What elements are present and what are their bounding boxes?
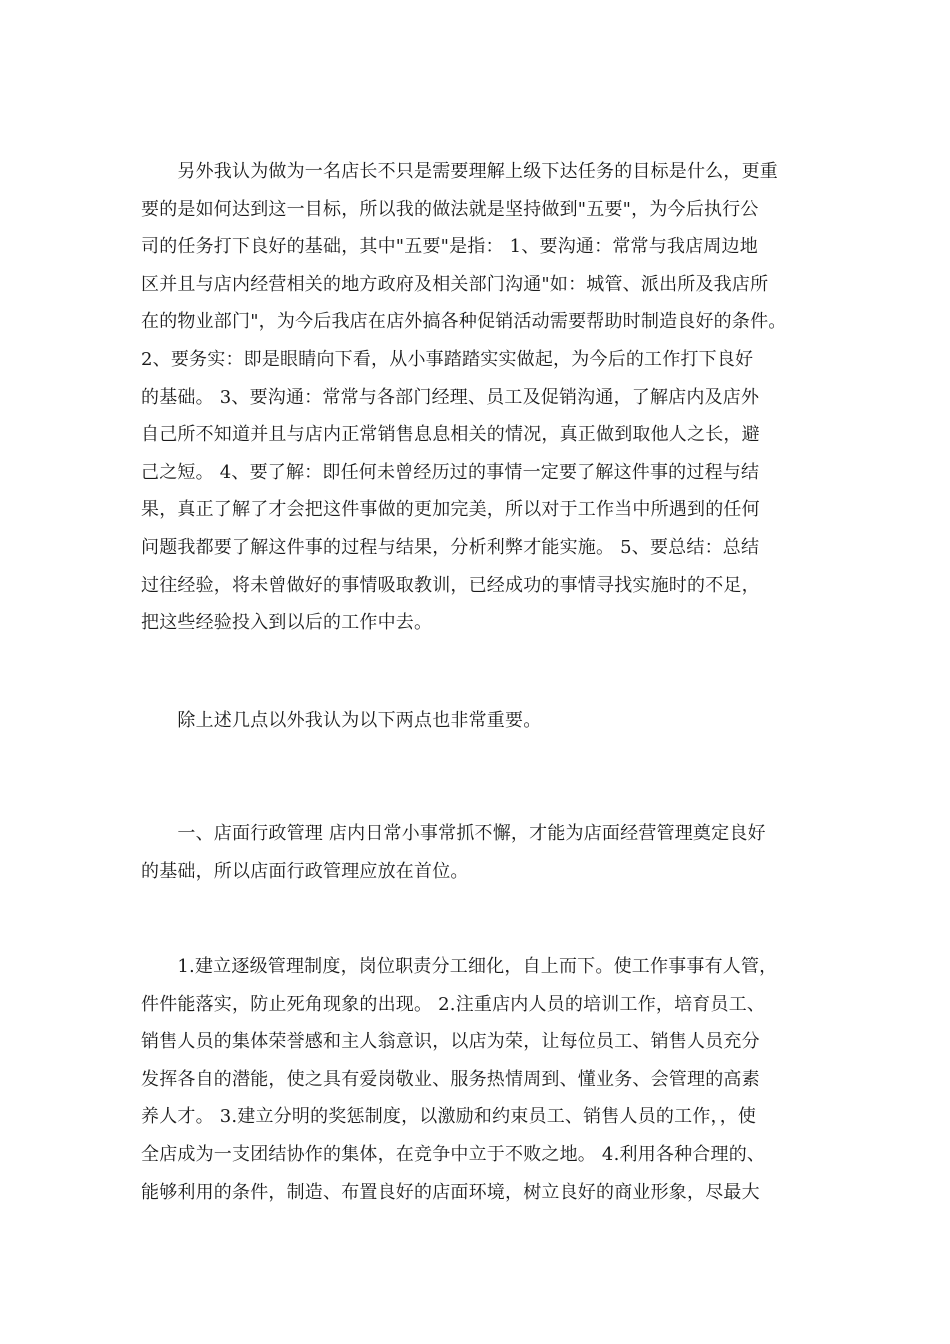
text-line: 销售人员的集体荣誉感和主人翁意识，以店为荣，让每位员工、销售人员充分 xyxy=(141,1031,760,1053)
text-line: 除上述几点以外我认为以下两点也非常重要。 xyxy=(141,710,542,731)
text-line: 1.建立逐级管理制度，岗位职责分工细化，自上而下。使工作事事有人管， xyxy=(141,956,778,977)
text-line: 养人才。 3.建立分明的奖惩制度，以激励和约束员工、销售人员的工作，，使 xyxy=(141,1106,757,1128)
text-line: 过往经验，将未曾做好的事情吸取教训，已经成功的事情寻找实施时的不足， xyxy=(141,574,760,596)
text-line: 要的是如何达到这一目标，所以我的做法就是坚持做到"五要"，为今后执行公 xyxy=(141,198,759,220)
paragraph-two-points-intro xyxy=(141,702,821,740)
text-line: 的基础。 3、要沟通：常常与各部门经理、员工及促销沟通，了解店内及店外 xyxy=(141,386,760,408)
text-line: 自己所不知道并且与店内正常销售息息相关的情况，真正做到取他人之长，避 xyxy=(141,424,760,446)
text-line: 区并且与店内经营相关的地方政府及相关部门沟通"如：城管、派出所及我店所 xyxy=(141,273,769,295)
text-line: 己之短。 4、要了解：即任何未曾经历过的事情一定要了解这件事的过程与结 xyxy=(141,461,760,483)
text-line: 问题我都要了解这件事的过程与结果，分析利弊才能实施。 5、要总结：总结 xyxy=(141,536,760,558)
text-line: 司的任务打下良好的基础，其中"五要"是指： 1、要沟通：常常与我店周边地 xyxy=(141,236,758,258)
text-line: 能够利用的条件，制造、布置良好的店面环境，树立良好的商业形象，尽最大 xyxy=(141,1181,760,1203)
paragraph-five-requirements xyxy=(141,153,821,642)
text-line: 2、要务实：即是眼睛向下看，从小事踏踏实实做起，为今后的工作打下良好 xyxy=(141,348,754,370)
text-line: 在的物业部门"，为今后我店在店外搞各种促销活动需要帮助时制造良好的条件。 xyxy=(141,311,787,333)
text-line: 把这些经验投入到以后的工作中去。 xyxy=(141,612,433,634)
paragraph-administrative-management xyxy=(141,815,821,890)
text-line: 一、店面行政管理 店内日常小事常抓不懈，才能为店面经营管理奠定良好 xyxy=(141,823,766,844)
text-line: 发挥各自的潜能，使之具有爱岗敬业、服务热情周到、懂业务、会管理的高素 xyxy=(141,1068,760,1090)
text-line: 的基础，所以店面行政管理应放在首位。 xyxy=(141,860,469,882)
text-line: 件件能落实，防止死角现象的出现。 2.注重店内人员的培训工作，培育员工、 xyxy=(141,993,766,1015)
text-line: 全店成为一支团结协作的集体，在竞争中立于不败之地。 4.利用各种合理的、 xyxy=(141,1143,766,1165)
text-line: 果，真正了解了才会把这件事做的更加完美，所以对于工作当中所遇到的任何 xyxy=(141,499,760,521)
text-line: 另外我认为做为一名店长不只是需要理解上级下达任务的目标是什么，更重 xyxy=(141,161,778,182)
paragraph-management-measures xyxy=(141,948,821,1211)
